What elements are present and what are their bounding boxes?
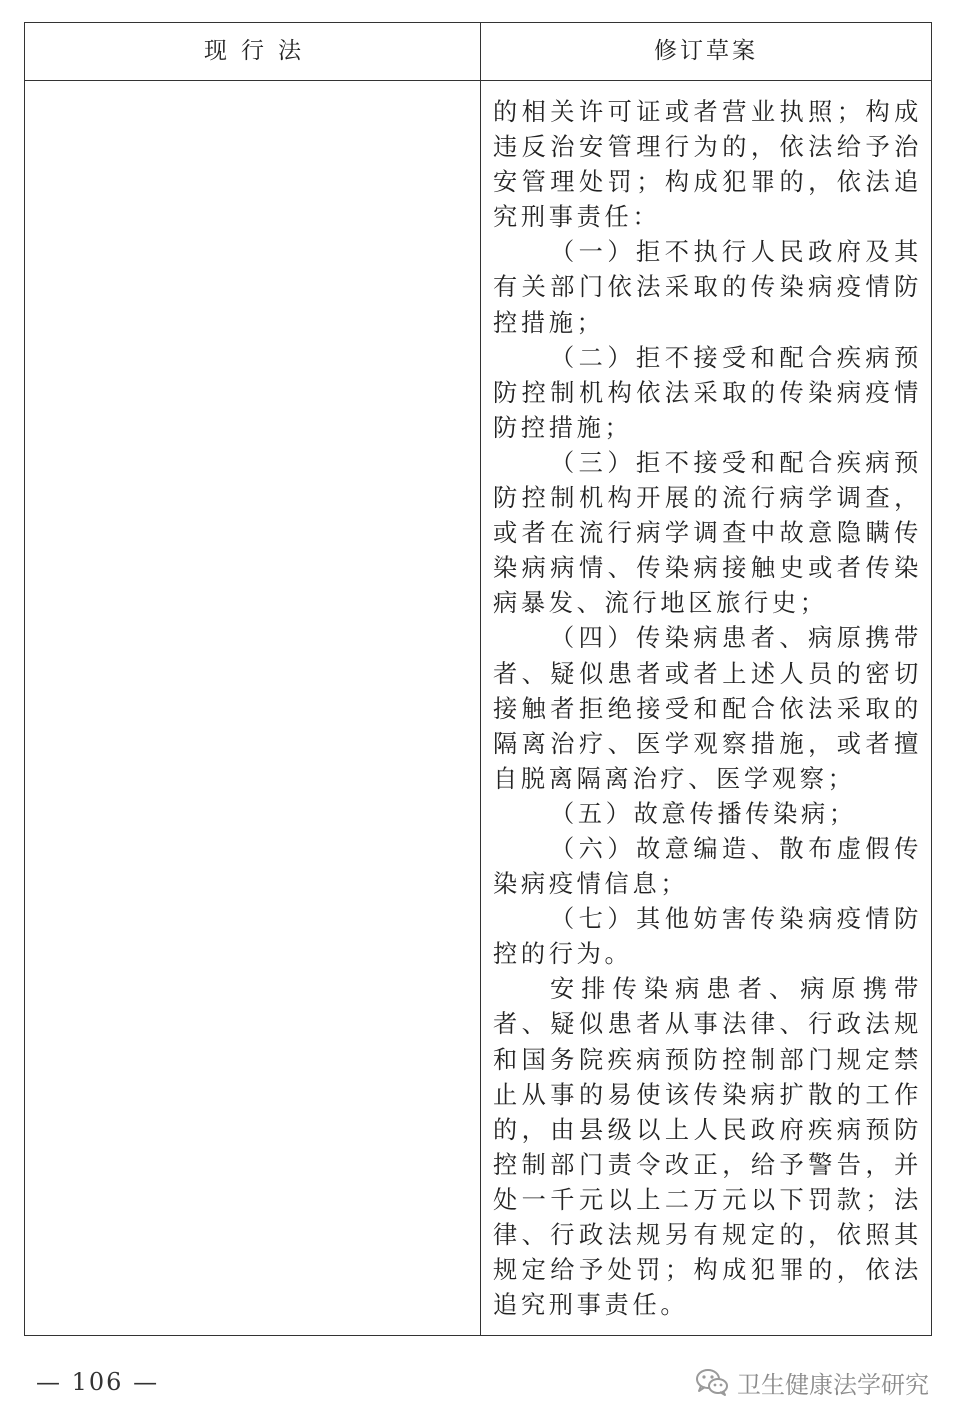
draft-paragraph: 的相关许可证或者营业执照；构成违反治安管理行为的，依法给予治安管理处罚；构成犯罪的，依法追究刑事责任： [493, 98, 922, 232]
draft-paragraph: （二）拒不接受和配合疾病预防控制机构依法采取的传染病疫情防控措施； [493, 343, 922, 442]
draft-paragraph: （四）传染病患者、病原携带者、疑似患者或者上述人员的密切接触者拒绝接受和配合依法采取的隔离治疗、医学观察措施，或者擅自脱离隔离治疗、医学观察； [493, 624, 922, 793]
draft-paragraph: （五）故意传播传染病； [550, 799, 857, 828]
draft-paragraph: （七）其他妨害传染病疫情防控的行为。 [493, 905, 922, 969]
revised-draft-cell [493, 95, 922, 1323]
current-law-cell [25, 81, 480, 1335]
draft-paragraph: （三）拒不接受和配合疾病预防控制机构开展的流行病学调查，或者在流行病学调查中故意隐瞒传染病病情、传染病接触史或者传染病暴发、流行地区旅行史； [493, 448, 922, 618]
draft-paragraph: （六）故意编造、散布虚假传染病疫情信息； [493, 834, 922, 899]
wechat-icon [695, 1367, 729, 1397]
watermark [695, 1364, 929, 1400]
draft-paragraph: （一）拒不执行人民政府及其有关部门依法采取的传染病疫情防控措施； [493, 238, 922, 337]
page-footer [0, 1360, 959, 1410]
column-divider [480, 23, 481, 1335]
draft-paragraph: 安排传染病患者、病原携带者、疑似患者从事法律、行政法规和国务院疾病预防控制部门规定禁止从事的易使该传染病扩散的工作的，由县级以上人民政府疾病预防控制部门责令改正，给予警告，并处一千元以上二万元以下罚款；法律、行政法规另有规定的，依照其规定给予处罚；构成犯罪的，依法追究刑事责任。 [493, 975, 922, 1320]
header-current-law: 现行法 [204, 38, 315, 64]
watermark-text: 卫生健康法学研究 [737, 1370, 929, 1399]
table-header-row [25, 23, 931, 81]
header-revised-draft: 修订草案 [654, 38, 758, 64]
comparison-table [24, 22, 932, 1336]
page-number: — 106 — [36, 1368, 160, 1396]
